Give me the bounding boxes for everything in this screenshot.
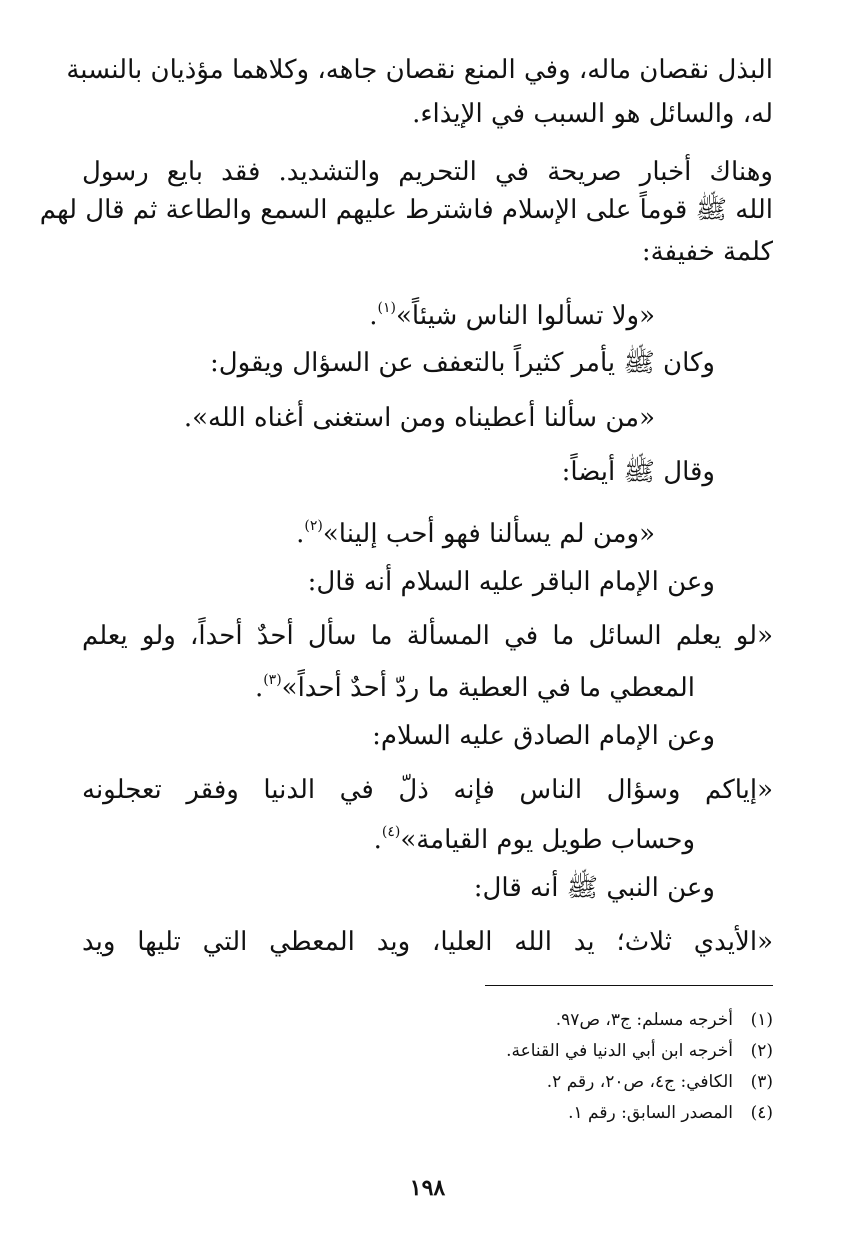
footnote-mark-2: (٢) [304,518,323,534]
quote-text: المعطي ما في العطية ما ردّ أحدٌ أحداً» [281,673,695,703]
footnote-3 [547,1067,773,1097]
body-line-5: كلمة خفيفة: [641,237,773,267]
footnote-1 [556,1005,773,1035]
end-period: . [369,301,378,331]
page-number: ١٩٨ [409,1175,446,1201]
body-line-2: له، والسائل هو السبب في الإيذاء. [412,99,773,129]
quote-line-8: «الأيدي ثلاث؛ يد الله العليا، ويد المعطي التي تليها ويد [82,927,773,957]
end-period: . [254,673,264,703]
body-line-4: الله ﷺ قوماً على الإسلام فاشترط عليهم السمع والطاعة ثم قال لهم [39,195,773,225]
footnote-number: (١) [750,1010,773,1030]
body-line-14: وعن الإمام الصادق عليه السلام: [372,721,715,751]
footnote-4 [568,1098,773,1128]
end-period: . [373,825,382,855]
quote-line-1 [369,288,655,331]
quote-line-5 [254,660,695,703]
quote-line-4: «لو يعلم السائل ما في المسألة ما سأل أحدٌ أحداً، ولو يعلم [82,621,773,651]
footnote-text: المصدر السابق: رقم ١. [568,1103,733,1123]
footnote-number: (٤) [750,1103,773,1123]
body-line-3: وهناك أخبار صريحة في التحريم والتشديد. فقد بايع رسول [82,157,773,187]
end-period: . [296,519,305,549]
quote-line-6: «إياكم وسؤال الناس فإنه ذلّ في الدنيا وفقر تعجلونه [82,775,773,805]
footnote-divider [485,985,773,986]
body-line-17: وعن النبي ﷺ أنه قال: [473,873,715,903]
footnote-2 [506,1036,773,1066]
quote-text: وحساب طويل يوم القيامة» [400,825,695,855]
footnote-number: (٢) [750,1041,773,1061]
footnote-text: أخرجه ابن أبي الدنيا في القناعة. [506,1041,733,1061]
quote-line-2: «من سألنا أعطيناه ومن استغنى أغناه الله». [183,403,655,433]
quote-text: «ولا تسألوا الناس شيئاً» [396,301,655,331]
footnote-text: أخرجه مسلم: ج٣، ص٩٧. [555,1010,733,1030]
quote-line-7 [373,812,695,855]
footnote-mark-3: (٣) [263,672,282,688]
body-line-1: البذل نقصان ماله، وفي المنع نقصان جاهه، وكلاهما مؤذيان بالنسبة [66,55,773,85]
footnote-number: (٣) [750,1072,773,1092]
body-line-7: وكان ﷺ يأمر كثيراً بالتعفف عن السؤال ويقول: [209,348,715,378]
footnote-mark-4: (٤) [381,824,401,840]
quote-line-3 [296,506,655,549]
footnote-mark-1: (١) [377,300,397,316]
body-line-11: وعن الإمام الباقر عليه السلام أنه قال: [307,567,715,597]
body-line-9: وقال ﷺ أيضاً: [561,457,715,487]
footnote-text: الكافي: ج٤، ص٢٠، رقم ٢. [546,1072,733,1092]
quote-text: «ومن لم يسألنا فهو أحب إلينا» [322,519,655,549]
